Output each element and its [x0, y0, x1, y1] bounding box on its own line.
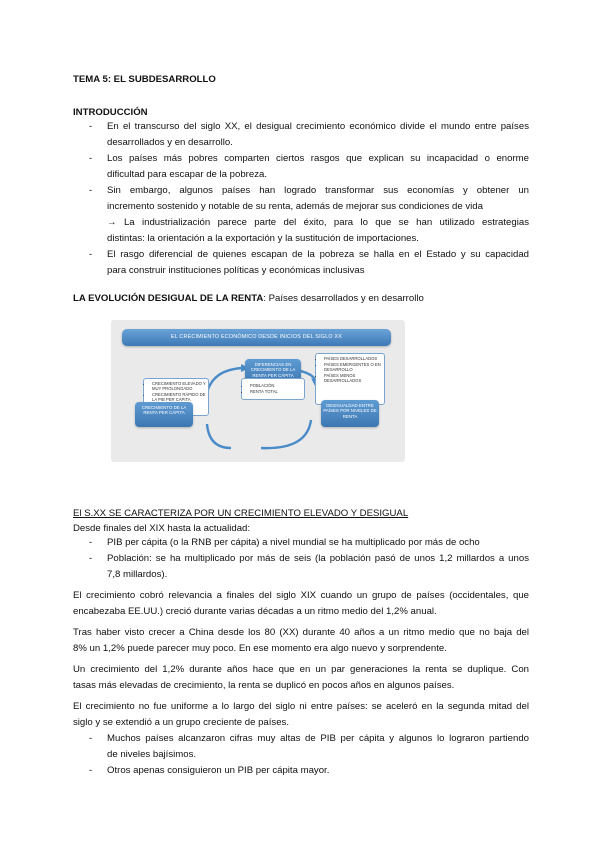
- paragraph-4-line2: siglo y se extendió a un grupo creciente de países.: [73, 717, 289, 728]
- intro-item-2-line2: dificultad para escapar de la pobreza.: [107, 169, 267, 180]
- diagram-left-label: CRECIMIENTO DE LA RENTA PER CÁPITA: [135, 402, 193, 427]
- bullet-dash: -: [89, 185, 93, 196]
- bullet-dash: -: [89, 153, 93, 164]
- diagram-right-item: • PAÍSES DESARROLLADOS: [324, 356, 382, 361]
- intro-item-3-line3: → La industrialización parece parte del éxito, para lo que se han utilizado estrategias: [107, 217, 529, 228]
- diagram-right-box: [315, 353, 385, 405]
- intro-item-4-line1: El rasgo diferencial de quienes escapan de la pobreza se halla en el Estado y su capacidad: [107, 249, 529, 260]
- section2-item-2-line2: 7,8 millardos).: [107, 569, 168, 580]
- bullet-dash: -: [89, 121, 93, 132]
- intro-item-2-line1: Los países más pobres comparten ciertos rasgos que explican su incapacidad o enorme: [107, 153, 529, 164]
- intro-heading: INTRODUCCIÓN: [73, 107, 148, 118]
- intro-item-4-line2: para construir instituciones políticas y económicas inclusivas: [107, 265, 365, 276]
- section2-intro: Desde finales del XIX hasta la actualidad:: [73, 523, 251, 534]
- section2-heading: El S.XX SE CARACTERIZA POR UN CRECIMIENTO ELEVADO Y DESIGUAL: [73, 508, 409, 519]
- final-item-1-line2: de niveles bajísimos.: [107, 749, 197, 760]
- evolucion-heading-bold: LA EVOLUCIÓN DESIGUAL DE LA RENTA: [73, 293, 264, 304]
- diagram-right-item: • PAÍSES MENOS DESARROLLADOS: [324, 373, 382, 383]
- diagram-center-item: • POBLACIÓN: [250, 383, 302, 388]
- section2-item-1: PIB per cápita (o la RNB per cápita) a nivel mundial se ha multiplicado por más de ocho: [107, 537, 480, 548]
- diagram-left-item: • CRECIMIENTO RÁPIDO DE LA PIB PER CÁPITA: [152, 392, 206, 402]
- intro-item-3-line4: distintas: la orientación a la exportación y la sustitución de importaciones.: [107, 233, 419, 244]
- evolucion-heading-rest: : Países desarrollados y en desarrollo: [263, 293, 424, 304]
- final-item-2: Otros apenas consiguieron un PIB per cápita mayor.: [107, 765, 330, 776]
- bullet-dash: -: [89, 553, 93, 564]
- bullet-dash: -: [89, 733, 93, 744]
- diagram-title: EL CRECIMIENTO ECONÓMICO DESDE INICIOS DEL SIGLO XX: [122, 329, 391, 346]
- intro-item-3-line2: incremento sostenido y notable de su renta, además de mejorar sus condiciones de vida: [107, 201, 483, 212]
- diagram-center-item: • RENTA TOTAL: [250, 389, 302, 394]
- bullet-dash: -: [89, 537, 93, 548]
- paragraph-1-line1: El crecimiento cobró relevancia a finales del siglo XIX cuando un grupo de países (occidentales, que: [73, 590, 529, 601]
- diagram-right-item: • PAÍSES EMERGENTES O EN DESARROLLO: [324, 362, 382, 372]
- evolucion-heading: [73, 293, 424, 305]
- paragraph-1-line2: encabezaba EE.UU.) creció durante varias décadas a un ritmo medio del 1,2% anual.: [73, 606, 437, 617]
- paragraph-3-line2: tasas más elevadas de crecimiento, la renta se duplicó en pocos años en algunos países.: [73, 680, 455, 691]
- intro-item-1-line2: desarrollados y en desarrollo.: [107, 137, 233, 148]
- paragraph-2-line1: Tras haber visto crecer a China desde los 80 (XX) durante 40 años a un ritmo medio que no baja del: [73, 627, 529, 638]
- diagram-left-item: • CRECIMIENTO ELEVADO Y MUY PROLONGADO: [152, 381, 206, 391]
- diagram-center-label: DIFERENCIAS EN CRECIMIENTO DE LA RENTA PER CÁPITA: [245, 359, 301, 384]
- diagram-center-box: [241, 378, 305, 400]
- intro-item-3-line1: Sin embargo, algunos países han logrado transformar sus economías y obtener un: [107, 185, 529, 196]
- section2-item-2-line1: Población: se ha multiplicado por más de seis (la población pasó de unos 1,2 millardos a unos: [107, 553, 529, 564]
- bullet-dash: -: [89, 765, 93, 776]
- final-item-1-line1: Muchos países alcanzaron cifras muy altas de PIB per cápita y algunos lo lograron partiendo: [107, 733, 529, 744]
- page-title: TEMA 5: EL SUBDESARROLLO: [73, 74, 216, 85]
- paragraph-3-line1: Un crecimiento del 1,2% durante años hace que en un par generaciones la renta se duplique. Con: [73, 664, 529, 675]
- growth-diagram: [111, 320, 405, 462]
- bullet-dash: -: [89, 249, 93, 260]
- paragraph-4-line1: El crecimiento no fue uniforme a lo largo del siglo ni entre países: se aceleró en la segunda mitad del: [73, 701, 529, 712]
- diagram-right-label: DESIGUALDAD ENTRE PAÍSES POR NIVELES DE RENTA: [321, 400, 379, 427]
- paragraph-2-line2: 8% un 1,2% puede parecer muy poco. En ese momento era algo nuevo y sorprendente.: [73, 643, 447, 654]
- intro-item-1-line1: En el transcurso del siglo XX, el desigual crecimiento económico divide el mundo entre países: [107, 121, 529, 132]
